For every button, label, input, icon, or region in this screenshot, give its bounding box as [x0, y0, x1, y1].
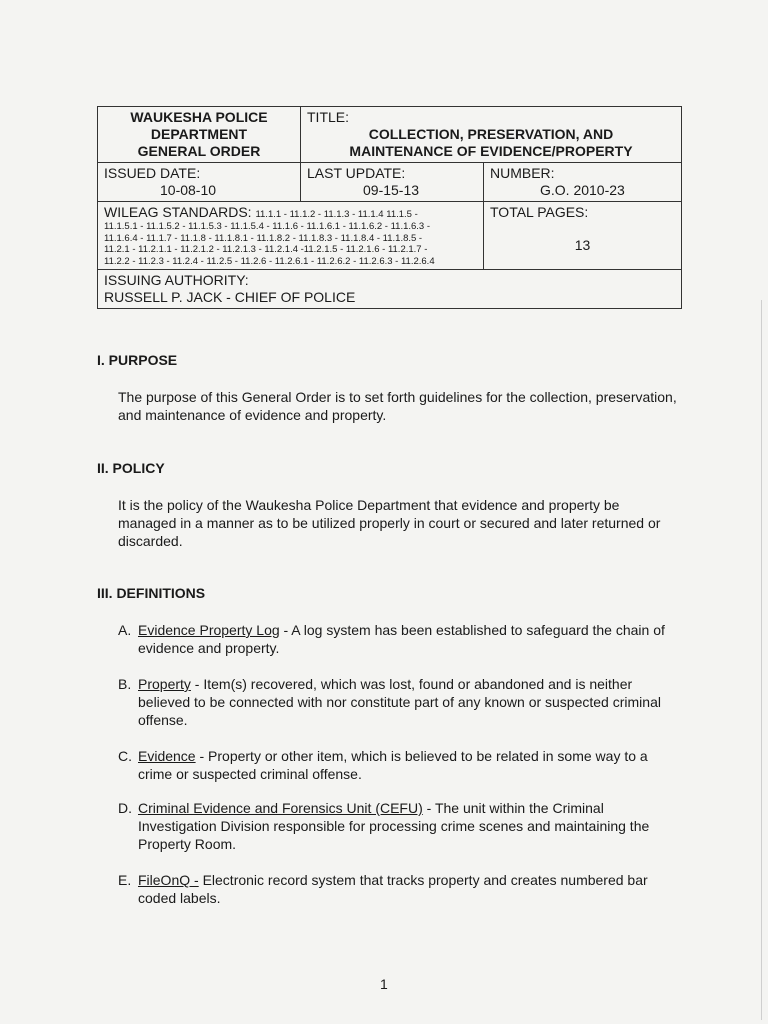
- issued-date-value: 10-08-10: [160, 182, 217, 198]
- definition-text: - A log system has been established to safeguard the chain of evidence and property.: [138, 622, 665, 656]
- issued-date-label: ISSUED DATE:: [104, 165, 201, 181]
- policy-heading: II. POLICY: [97, 460, 165, 476]
- issuing-authority-label: ISSUING AUTHORITY:: [104, 272, 249, 288]
- page-number: 1: [380, 976, 388, 992]
- definition-term: Criminal Evidence and Forensics Unit (CEFU): [138, 800, 423, 816]
- number-value: G.O. 2010-23: [540, 182, 625, 198]
- wileag-line-3: 11.1.6.4 - 11.1.7 - 11.1.8 - 11.1.8.1 - 11.1.8.2 - 11.1.8.3 - 11.1.8.4 - 11.1.8.5 -: [104, 232, 423, 244]
- title-label: TITLE:: [307, 109, 350, 125]
- issuing-authority-cell: [98, 270, 682, 309]
- definition-item: [118, 621, 678, 657]
- number-cell: [484, 163, 682, 202]
- definition-letter: C.: [118, 748, 132, 764]
- definition-text: - The unit within the Criminal Investigation Division responsible for processing crime scenes and maintaining the Property Room.: [138, 800, 650, 852]
- definition-term: FileOnQ -: [138, 872, 199, 888]
- definition-letter: E.: [118, 872, 132, 888]
- wileag-label: WILEAG STANDARDS:: [104, 204, 252, 220]
- wileag-line-1: 11.1.1 - 11.1.2 - 11.1.3 - 11.1.4 11.1.5 -: [255, 209, 418, 220]
- policy-text: It is the policy of the Waukesha Police Department that evidence and property be managed in a manner as to be utilized properly in court or secured and later returned or discarded.: [118, 497, 661, 549]
- issued-date-cell: [98, 163, 301, 202]
- issuing-authority-value: RUSSELL P. JACK - CHIEF OF POLICE: [104, 289, 356, 305]
- total-pages-value: 13: [574, 237, 591, 253]
- definitions-heading: III. DEFINITIONS: [97, 585, 206, 601]
- purpose-text: The purpose of this General Order is to set forth guidelines for the collection, preservation, and maintenance of evidence and property.: [118, 389, 677, 423]
- wileag-line-2: 11.1.5.1 - 11.1.5.2 - 11.1.5.3 - 11.1.5.4 - 11.1.6 - 11.1.6.1 - 11.1.6.2 - 11.1.6.3 -: [104, 221, 431, 232]
- definition-text: - Item(s) recovered, which was lost, found or abandoned and is neither believed to be connected with nor constitute part of any known or suspected criminal offense.: [138, 676, 661, 728]
- purpose-heading: I. PURPOSE: [97, 352, 178, 368]
- definition-term: Evidence Property Log: [138, 622, 280, 638]
- title-line-1: COLLECTION, PRESERVATION, AND: [368, 126, 614, 142]
- last-update-value: 09-15-13: [363, 182, 420, 198]
- definition-letter: B.: [118, 676, 132, 692]
- total-pages-label: TOTAL PAGES:: [490, 204, 589, 220]
- title-line-2: MAINTENANCE OF EVIDENCE/PROPERTY: [349, 143, 633, 159]
- page-edge: [761, 300, 762, 1020]
- general-order-header-table: [97, 106, 682, 309]
- definition-term: Property: [138, 676, 191, 692]
- definition-item: [118, 799, 678, 853]
- dept-line-2: DEPARTMENT: [150, 126, 248, 142]
- definition-item: [118, 747, 678, 783]
- definition-item: [118, 675, 678, 729]
- last-update-label: LAST UPDATE:: [307, 165, 406, 181]
- title-cell: [301, 107, 682, 163]
- definition-letter: D.: [118, 800, 132, 816]
- definition-item: [118, 871, 678, 907]
- definition-term: Evidence: [138, 748, 196, 764]
- definition-letter: A.: [118, 622, 132, 638]
- wileag-line-4: 11.2.1 - 11.2.1.1 - 11.2.1.2 - 11.2.1.3 - 11.2.1.4 -11.2.1.5 - 11.2.1.6 - 11.2.1.7 -: [104, 244, 428, 255]
- last-update-cell: [301, 163, 484, 202]
- wileag-standards-cell: [98, 202, 484, 270]
- wileag-line-5: 11.2.2 - 11.2.3 - 11.2.4 - 11.2.5 - 11.2.6 - 11.2.6.1 - 11.2.6.2 - 11.2.6.3 - 11.2.6.4: [104, 255, 435, 267]
- dept-line-3: GENERAL ORDER: [137, 143, 261, 159]
- department-cell: [98, 107, 301, 163]
- definition-text: Electronic record system that tracks property and creates numbered bar coded labels.: [138, 872, 648, 906]
- total-pages-cell: [484, 202, 682, 270]
- number-label: NUMBER:: [490, 165, 555, 181]
- definition-text: - Property or other item, which is believed to be related in some way to a crime or suspected criminal offense.: [138, 748, 648, 782]
- dept-line-1: WAUKESHA POLICE: [130, 109, 268, 125]
